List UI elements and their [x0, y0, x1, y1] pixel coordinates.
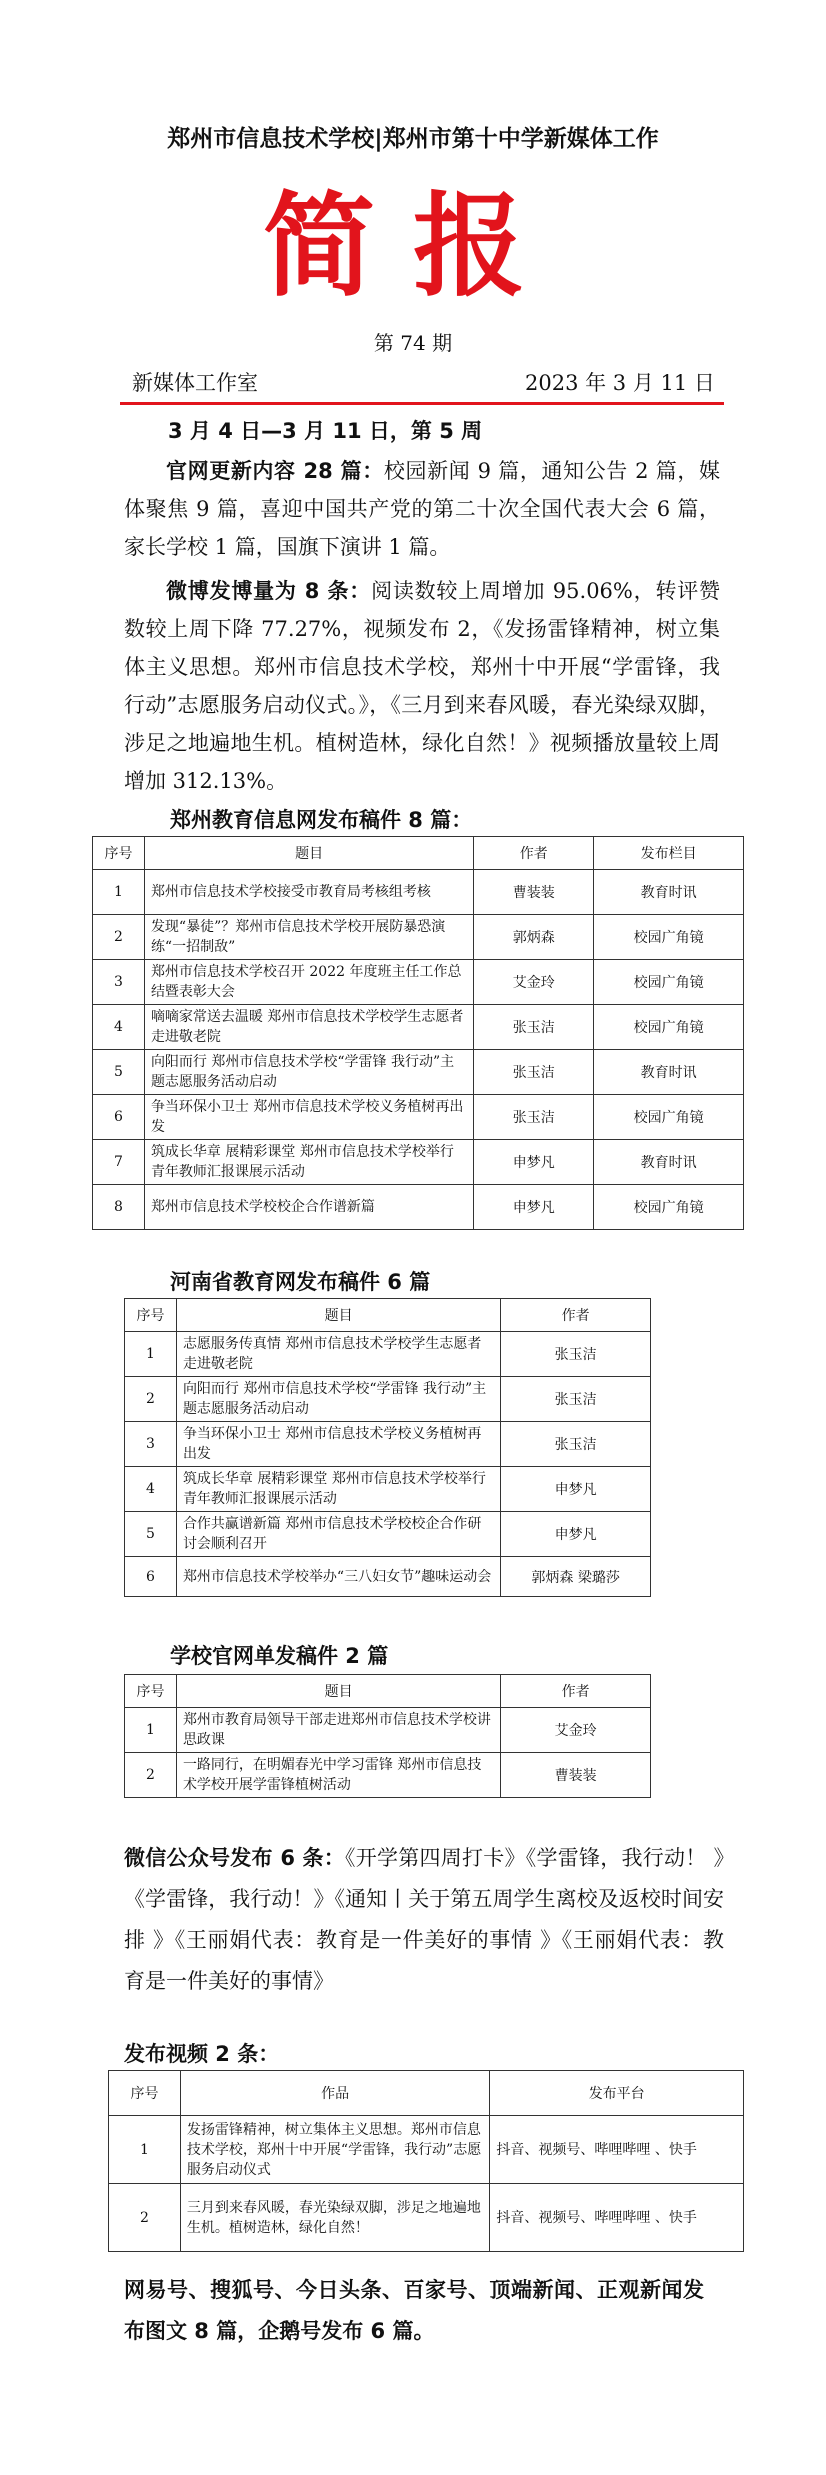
issue-number: 第 74 期 [373, 331, 453, 355]
table-cell: 张玉洁 [474, 1095, 594, 1140]
wechat-summary [124, 1838, 724, 2002]
table-cell: 发现“暴徒”？郑州市信息技术学校开展防暴恐演练“一招制敌” [144, 915, 473, 960]
school-site-table [124, 1674, 651, 1798]
table-cell: 张玉洁 [474, 1005, 594, 1050]
table1-title: 郑州教育信息网发布稿件 8 篇： [170, 808, 473, 832]
table-row [125, 1708, 651, 1753]
table-cell: 筑成长华章 展精彩课堂 郑州市信息技术学校举行青年教师汇报课展示活动 [144, 1140, 473, 1185]
col-header: 序号 [125, 1675, 177, 1708]
table-cell: 申梦凡 [474, 1140, 594, 1185]
col-header: 作者 [474, 837, 594, 870]
table-cell: 抖音、视频号、哔哩哔哩 、快手 [490, 2116, 744, 2184]
table-cell: 校园广角镜 [594, 915, 744, 960]
table-row [125, 1467, 651, 1512]
table-cell: 向阳而行 郑州市信息技术学校“学雷锋 我行动”主题志愿服务活动启动 [144, 1050, 473, 1095]
table-header-row [125, 1299, 651, 1332]
col-header: 序号 [93, 837, 145, 870]
weibo-summary-label: 微博发博量为 8 条： [166, 579, 372, 603]
table-cell: 郑州市信息技术学校召开 2022 年度班主任工作总结暨表彰大会 [144, 960, 473, 1005]
zhengzhou-edu-table [92, 836, 744, 1230]
table-cell: 3 [93, 960, 145, 1005]
table-cell: 张玉洁 [501, 1422, 651, 1467]
table-cell: 三月到来春风暖，春光染绿双脚，涉足之地遍地生机。植树造林，绿化自然！ [180, 2184, 489, 2252]
table-row [125, 1332, 651, 1377]
table-cell: 争当环保小卫士 郑州市信息技术学校义务植树再出发 [144, 1095, 473, 1140]
table-header-row [93, 837, 744, 870]
table-cell: 5 [93, 1050, 145, 1095]
table-cell: 争当环保小卫士 郑州市信息技术学校义务植树再出发 [176, 1422, 500, 1467]
table-cell: 1 [125, 1332, 177, 1377]
table-cell: 教育时讯 [594, 1050, 744, 1095]
week-range-text: 3 月 4 日—3 月 11 日，第 5 周 [168, 419, 483, 443]
table-cell: 2 [109, 2184, 181, 2252]
org-title: 郑州市信息技术学校|郑州市第十中学新媒体工作 [167, 126, 659, 152]
table-cell: 1 [93, 870, 145, 915]
table-cell: 郑州市教育局领导干部走进郑州市信息技术学校讲思政课 [176, 1708, 500, 1753]
table-cell: 向阳而行 郑州市信息技术学校“学雷锋 我行动”主题志愿服务活动启动 [176, 1377, 500, 1422]
table-cell: 申梦凡 [501, 1467, 651, 1512]
table-cell: 抖音、视频号、哔哩哔哩 、快手 [490, 2184, 744, 2252]
table-row [125, 1753, 651, 1798]
table-row [93, 1140, 744, 1185]
table-cell: 校园广角镜 [594, 1185, 744, 1230]
platform-summary [124, 2270, 704, 2352]
wechat-summary-label: 微信公众号发布 6 条： [124, 1846, 346, 1870]
table-row [93, 870, 744, 915]
table-cell: 曹装装 [501, 1753, 651, 1798]
table-cell: 校园广角镜 [594, 960, 744, 1005]
issue-date: 2023 年 3 月 11 日 [525, 371, 715, 395]
table-cell: 8 [93, 1185, 145, 1230]
table-cell: 2 [125, 1753, 177, 1798]
table-row [93, 1050, 744, 1095]
table-row [93, 1185, 744, 1230]
week-range [168, 412, 764, 450]
table-row [125, 1377, 651, 1422]
table-row [109, 2116, 744, 2184]
table-cell: 嘀嘀家常送去温暖 郑州市信息技术学校学生志愿者走进敬老院 [144, 1005, 473, 1050]
weibo-summary-text: 阅读数较上周增加 95.06%，转评赞数较上周下降 77.27%，视频发布 2，《发扬雷锋精神，树立集体主义思想。郑州市信息技术学校，郑州十中开展“学雷锋，我行动”志愿服务启动仪式。》，《三月到来春风暖，春光染绿双脚，涉足之地遍地生机。植树造林，绿化自然！》视频播放量较上周增加 312.13%。 [124, 579, 721, 793]
table-cell: 6 [125, 1557, 177, 1597]
table4-title: 发布视频 2 条： [124, 2042, 280, 2066]
col-header: 作者 [501, 1299, 651, 1332]
table-cell: 郑州市信息技术学校接受市教育局考核组考核 [144, 870, 473, 915]
table-cell: 张玉洁 [501, 1377, 651, 1422]
table-cell: 发扬雷锋精神，树立集体主义思想。郑州市信息技术学校，郑州十中开展“学雷锋，我行动”志愿服务启动仪式 [180, 2116, 489, 2184]
table-cell: 1 [109, 2116, 181, 2184]
table-cell: 2 [93, 915, 145, 960]
table-cell: 艾金玲 [474, 960, 594, 1005]
table-cell: 6 [93, 1095, 145, 1140]
table-cell: 3 [125, 1422, 177, 1467]
col-header: 发布平台 [490, 2071, 744, 2116]
table-cell: 7 [93, 1140, 145, 1185]
table-cell: 4 [125, 1467, 177, 1512]
col-header: 作品 [180, 2071, 489, 2116]
table3-title: 学校官网单发稿件 2 篇 [170, 1644, 389, 1668]
col-header: 序号 [109, 2071, 181, 2116]
table-row [93, 915, 744, 960]
table-cell: 曹装装 [474, 870, 594, 915]
table-cell: 申梦凡 [474, 1185, 594, 1230]
weibo-summary [124, 572, 720, 800]
col-header: 题目 [144, 837, 473, 870]
table-cell: 郑州市信息技术学校校企合作谱新篇 [144, 1185, 473, 1230]
table-cell: 2 [125, 1377, 177, 1422]
table-cell: 校园广角镜 [594, 1005, 744, 1050]
table2-title: 河南省教育网发布稿件 6 篇 [170, 1270, 431, 1294]
table-cell: 合作共赢谱新篇 郑州市信息技术学校校企合作研讨会顺利召开 [176, 1512, 500, 1557]
table-cell: 校园广角镜 [594, 1095, 744, 1140]
site-summary-text: 校园新闻 9 篇，通知公告 2 篇，媒体聚焦 9 篇，喜迎中国共产党的第二十次全国代表大会 6 篇，家长学校 1 篇，国旗下演讲 1 篇。 [124, 459, 720, 559]
table-cell: 1 [125, 1708, 177, 1753]
table-header-row [125, 1675, 651, 1708]
table-row [93, 1095, 744, 1140]
table-cell: 郭炳森 [474, 915, 594, 960]
table-cell: 张玉洁 [501, 1332, 651, 1377]
department-name: 新媒体工作室 [132, 371, 258, 395]
table-cell: 教育时讯 [594, 1140, 744, 1185]
table-row [93, 960, 744, 1005]
col-header: 作者 [501, 1675, 651, 1708]
table-cell: 志愿服务传真情 郑州市信息技术学校学生志愿者走进敬老院 [176, 1332, 500, 1377]
table-header-row [109, 2071, 744, 2116]
col-header: 题目 [176, 1675, 500, 1708]
wechat-summary-text: 《开学第四周打卡》《学雷锋，我行动！ 》《学雷锋，我行动！》《通知丨关于第五周学生离校及返校时间安排 》《王丽娟代表：教育是一件美好的事情 》《王丽娟代表：教育是一件美好的事情》 [124, 1846, 724, 1993]
table-cell: 申梦凡 [501, 1512, 651, 1557]
site-summary-label: 官网更新内容 28 篇： [166, 459, 384, 483]
table-cell: 5 [125, 1512, 177, 1557]
table-cell: 张玉洁 [474, 1050, 594, 1095]
table-cell: 教育时讯 [594, 870, 744, 915]
table-cell: 郑州市信息技术学校举办“三八妇女节”趣味运动会 [176, 1557, 500, 1597]
table-row [93, 1005, 744, 1050]
col-header: 题目 [176, 1299, 500, 1332]
table-cell: 郭炳森 梁璐莎 [501, 1557, 651, 1597]
col-header: 序号 [125, 1299, 177, 1332]
table-row [125, 1422, 651, 1467]
bulletin-title: 简报 [263, 182, 563, 312]
table-row [125, 1557, 651, 1597]
red-divider [120, 402, 724, 405]
site-summary [124, 452, 720, 566]
video-table [108, 2070, 744, 2252]
table-cell: 艾金玲 [501, 1708, 651, 1753]
table-row [109, 2184, 744, 2252]
table-cell: 筑成长华章 展精彩课堂 郑州市信息技术学校举行青年教师汇报课展示活动 [176, 1467, 500, 1512]
col-header: 发布栏目 [594, 837, 744, 870]
table-row [125, 1512, 651, 1557]
table-cell: 一路同行，在明媚春光中学习雷锋 郑州市信息技术学校开展学雷锋植树活动 [176, 1753, 500, 1798]
henan-edu-table [124, 1298, 651, 1597]
table-cell: 4 [93, 1005, 145, 1050]
platform-summary-text: 网易号、搜狐号、今日头条、百家号、顶端新闻、正观新闻发布图文 8 篇，企鹅号发布 6 篇。 [124, 2278, 704, 2343]
